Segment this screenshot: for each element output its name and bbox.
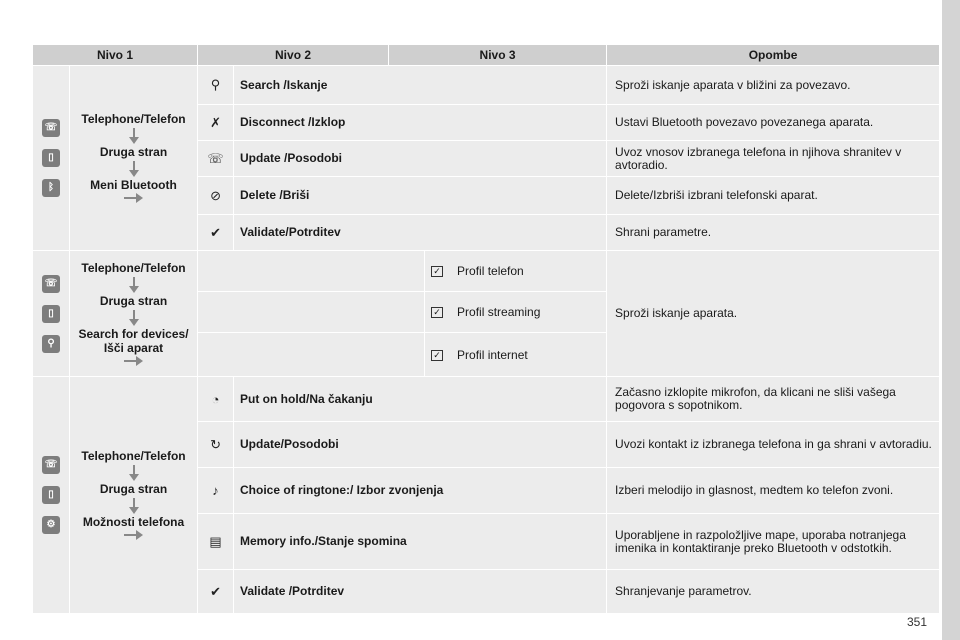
profile-label: Profil streaming (457, 305, 541, 319)
table-row (33, 66, 940, 105)
profile-label: Profil internet (457, 347, 528, 362)
function-label: Memory info./Stanje spomina (234, 514, 607, 570)
header-nivo2: Nivo 2 (198, 45, 389, 66)
header-nivo3: Nivo 3 (389, 45, 607, 66)
empty-cell (198, 292, 425, 333)
function-label: Validate/Potrditev (234, 215, 607, 251)
menu-druga-stran: Druga stran (99, 482, 168, 496)
update-phone-icon: ☏ (207, 150, 224, 166)
arrow-right-icon (122, 192, 146, 204)
phone-icon: ☏ (42, 119, 60, 137)
profile-cell (425, 333, 607, 377)
empty-cell (198, 333, 425, 377)
note-text: Sproži iskanje aparata v bližini za povezavo. (607, 66, 940, 105)
note-text: Sproži iskanje aparata. (607, 251, 940, 377)
arrow-down-icon (70, 308, 197, 327)
function-label: Disconnect /Izklop (234, 105, 607, 141)
validate-icon: ✔ (210, 583, 221, 599)
header-nivo1: Nivo 1 (33, 45, 198, 66)
bluetooth-icon: ᛒ (42, 179, 60, 197)
hold-icon: ◔ (211, 391, 220, 407)
note-text: Delete/Izbriši izbrani telefonski aparat. (607, 177, 940, 215)
menu-telephone: Telephone/Telefon (81, 449, 186, 463)
menu-moznosti-telefona: Možnosti telefona (82, 515, 185, 529)
menu-telephone: Telephone/Telefon (81, 260, 186, 275)
page-number: 351 (907, 615, 928, 629)
profile-cell (425, 251, 607, 292)
function-label: Choice of ringtone:/ Izbor zvonjenja (234, 468, 607, 514)
checkbox-icon: ✓ (431, 266, 443, 277)
table-row (33, 377, 940, 422)
level1-menu-path (70, 66, 198, 251)
table-row (33, 251, 940, 292)
disconnect-icon: ✗ (210, 114, 221, 130)
level1-icons (33, 377, 70, 614)
page-icon: ▯ (42, 305, 60, 323)
note-text: Začasno izklopite mikrofon, da klicani ne sliši vašega pogovora s sopotnikom. (607, 377, 940, 422)
note-text: Shranjevanje parametrov. (607, 570, 940, 614)
page-icon: ▯ (42, 486, 60, 504)
level1-menu-path (70, 377, 198, 614)
arrow-down-icon (70, 496, 197, 515)
note-text: Ustavi Bluetooth povezavo povezanega aparata. (607, 105, 940, 141)
delete-phone-icon: ⊘ (210, 187, 221, 203)
function-label: Update/Posodobi (234, 422, 607, 468)
level1-icons (33, 66, 70, 251)
phone-icon: ☏ (42, 275, 60, 293)
validate-icon: ✔ (210, 224, 221, 240)
function-label: Update /Posodobi (234, 141, 607, 177)
checkbox-icon: ✓ (431, 350, 443, 361)
arrow-down-icon (70, 126, 197, 145)
note-text: Izberi melodijo in glasnost, medtem ko telefon zvoni. (607, 468, 940, 514)
arrow-down-icon (70, 463, 197, 482)
arrow-right-icon (122, 529, 146, 541)
note-text: Uvozi kontakt iz izbranega telefona in ga shrani v avtoradiu. (607, 422, 940, 468)
empty-cell (198, 251, 425, 292)
checkbox-icon: ✓ (431, 307, 443, 318)
profile-cell (425, 292, 607, 333)
memory-icon: ▤ (209, 533, 222, 549)
menu-druga-stran: Druga stran (99, 293, 168, 308)
function-label: Search /Iskanje (234, 66, 607, 105)
function-label: Put on hold/Na čakanju (234, 377, 607, 422)
menu-table (32, 44, 940, 614)
header-row (33, 45, 940, 66)
level1-icons (33, 251, 70, 377)
note-text: Shrani parametre. (607, 215, 940, 251)
menu-bluetooth: Meni Bluetooth (90, 178, 177, 192)
page-icon: ▯ (42, 149, 60, 167)
function-label: Validate /Potrditev (234, 570, 607, 614)
search-icon: ⚲ (210, 77, 221, 92)
arrow-right-icon (122, 355, 146, 367)
search-icon: ⚲ (42, 335, 60, 353)
menu-druga-stran: Druga stran (99, 145, 168, 159)
menu-isci-aparat: Išči aparat (103, 340, 164, 355)
note-text: Uvoz vnosov izbranega telefona in njihova shranitev v avtoradio. (607, 141, 940, 177)
function-label: Delete /Briši (234, 177, 607, 215)
ringtone-icon: ♪ (212, 483, 219, 498)
page-edge-bar (942, 0, 960, 640)
header-opombe: Opombe (607, 45, 940, 66)
profile-label: Profil telefon (457, 264, 524, 278)
arrow-down-icon (70, 159, 197, 178)
refresh-icon: ↻ (210, 436, 221, 452)
menu-telephone: Telephone/Telefon (81, 112, 186, 126)
note-text: Uporabljene in razpoložljive mape, uporaba notranjega imenika in kontaktiranje preko Bluetooth v odstotkih. (607, 514, 940, 570)
phone-icon: ☏ (42, 456, 60, 474)
level1-menu-path (70, 251, 198, 377)
phone-settings-icon: ⚙ (42, 516, 60, 534)
menu-search-devices: Search for devices/ (78, 326, 189, 341)
arrow-down-icon (70, 275, 197, 294)
